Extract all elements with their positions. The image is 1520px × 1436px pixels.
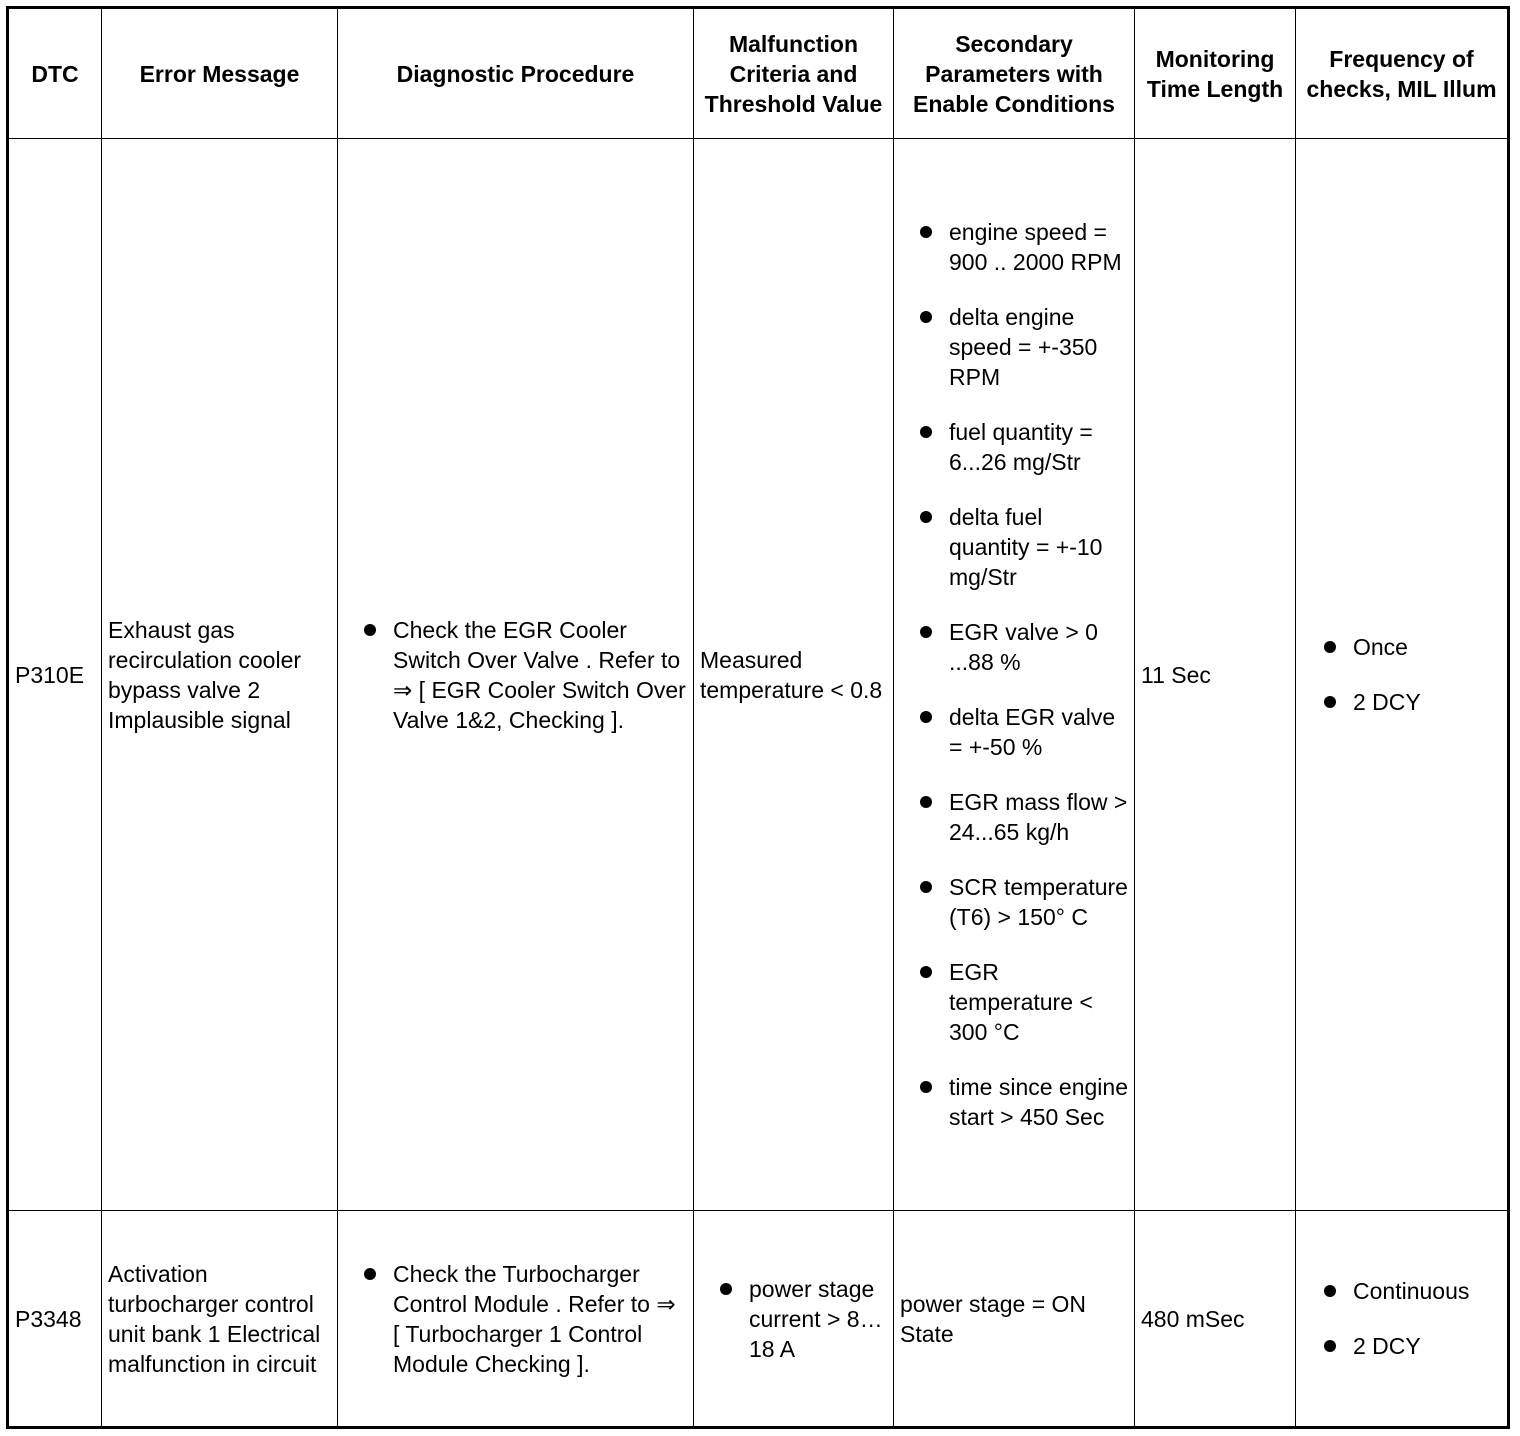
list-item: delta engine speed = +-350 RPM — [900, 302, 1128, 392]
list-item: delta EGR valve = +-50 % — [900, 702, 1128, 762]
frequency-list — [1302, 632, 1501, 717]
error-message: Activation turbocharger control unit bank 1 Electrical malfunction in circuit — [102, 1211, 338, 1428]
header-secondary-parameters: Secondary Parameters with Enable Conditions — [894, 8, 1135, 139]
procedure-list — [344, 615, 687, 735]
dtc-code: P3348 — [8, 1211, 102, 1428]
dtc-table — [6, 6, 1510, 1429]
dtc-code: P310E — [8, 139, 102, 1211]
frequency-list — [1302, 1276, 1501, 1361]
list-item: Once — [1302, 632, 1501, 662]
secondary-parameters-list — [900, 217, 1128, 1132]
list-item: EGR mass flow > 24...65 kg/h — [900, 787, 1128, 847]
secondary-parameters — [894, 139, 1135, 1211]
list-item: engine speed = 900 .. 2000 RPM — [900, 217, 1128, 277]
diagnostic-procedure — [338, 1211, 694, 1428]
header-diagnostic-procedure: Diagnostic Procedure — [338, 8, 694, 139]
list-item: Continuous — [1302, 1276, 1501, 1306]
criteria-list — [700, 1274, 887, 1364]
list-item: 2 DCY — [1302, 687, 1501, 717]
malfunction-criteria: Measured temperature < 0.8 — [694, 139, 894, 1211]
monitoring-time: 11 Sec — [1135, 139, 1296, 1211]
list-item: time since engine start > 450 Sec — [900, 1072, 1128, 1132]
header-row — [8, 8, 1509, 139]
list-item: SCR temperature (T6) > 150° C — [900, 872, 1128, 932]
header-monitoring-time: Monitoring Time Length — [1135, 8, 1296, 139]
list-item: 2 DCY — [1302, 1331, 1501, 1361]
frequency — [1296, 139, 1509, 1211]
procedure-item: Check the EGR Cooler Switch Over Valve . Refer to ⇒ [ EGR Cooler Switch Over Valve 1&2, Checking ]. — [344, 615, 687, 735]
procedure-item: Check the Turbocharger Control Module . Refer to ⇒ [ Turbocharger 1 Control Module Checking ]. — [344, 1259, 687, 1379]
header-error-message: Error Message — [102, 8, 338, 139]
header-dtc: DTC — [8, 8, 102, 139]
frequency — [1296, 1211, 1509, 1428]
malfunction-criteria — [694, 1211, 894, 1428]
list-item: EGR valve > 0 ...88 % — [900, 617, 1128, 677]
table-row — [8, 139, 1509, 1211]
monitoring-time: 480 mSec — [1135, 1211, 1296, 1428]
procedure-list — [344, 1259, 687, 1379]
list-item: power stage current > 8…18 A — [700, 1274, 887, 1364]
list-item: delta fuel quantity = +-10 mg/Str — [900, 502, 1128, 592]
list-item: fuel quantity = 6...26 mg/Str — [900, 417, 1128, 477]
list-item: EGR temperature < 300 °C — [900, 957, 1128, 1047]
header-malfunction-criteria: Malfunction Criteria and Threshold Value — [694, 8, 894, 139]
diagnostic-procedure — [338, 139, 694, 1211]
secondary-parameters: power stage = ON State — [894, 1211, 1135, 1428]
table-row — [8, 1211, 1509, 1428]
error-message: Exhaust gas recirculation cooler bypass valve 2 Implausible signal — [102, 139, 338, 1211]
header-frequency: Frequency of checks, MIL Illum — [1296, 8, 1509, 139]
